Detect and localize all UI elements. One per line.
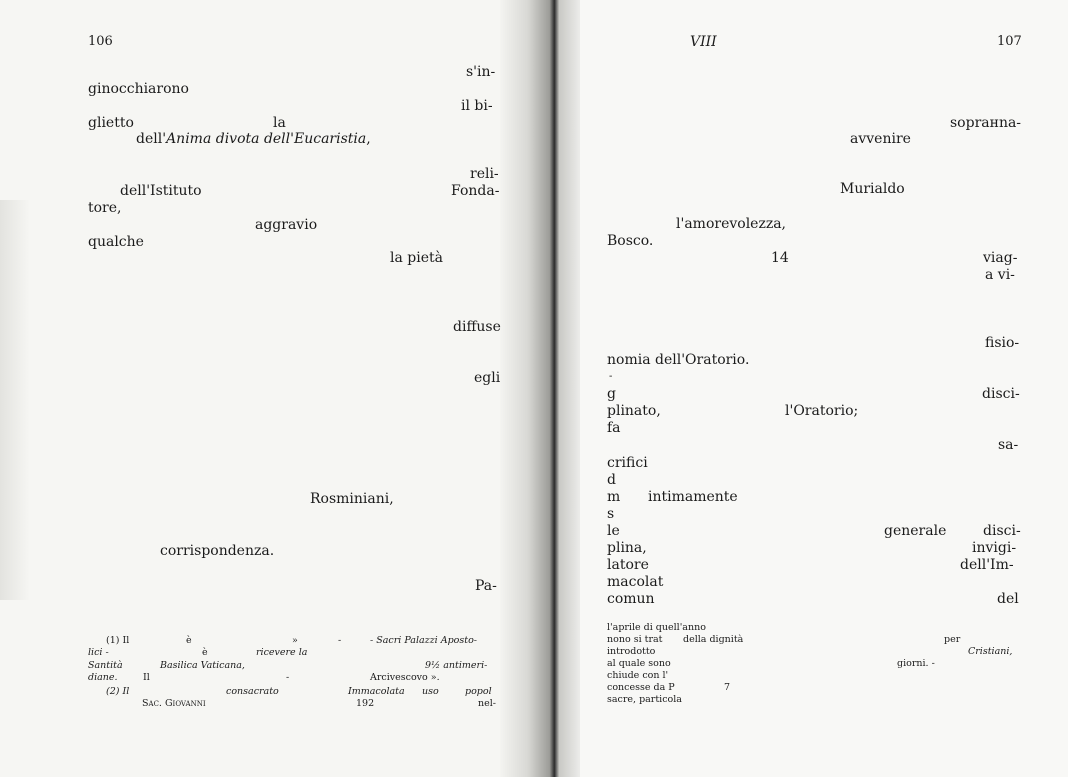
text-line: Pa- — [475, 578, 497, 594]
footnote-text: giorni. - — [897, 658, 935, 669]
text-line: crifici — [607, 455, 648, 471]
text-line: a vi- — [985, 267, 1015, 283]
text-line: sa- — [998, 437, 1019, 453]
footnote-text: consacrato — [226, 686, 279, 697]
footnote-text: (1) Il — [106, 635, 130, 646]
footnote-text: nono si trat — [607, 634, 663, 645]
footnote-text: ricevere la — [256, 647, 308, 658]
footnote-text: uso — [422, 686, 439, 697]
footnote-text: Immacolata — [348, 686, 405, 697]
footnote-text: popol — [465, 686, 492, 697]
footnote-text: Cristiani, — [968, 646, 1013, 657]
text-line: s'in- — [466, 64, 496, 80]
text-line: viag- — [983, 250, 1018, 266]
footnote-text: è — [186, 635, 192, 646]
footnote-text: 7 — [724, 682, 731, 693]
text-line: dell'Anima divota dell'Eucaristia, — [136, 131, 371, 147]
footnote-text: - — [286, 672, 290, 683]
text-line: fisio- — [985, 335, 1020, 351]
text-line: 14 — [771, 250, 789, 266]
text-line: intimamente — [648, 489, 738, 505]
left-page-number: 106 — [88, 34, 113, 49]
text-line: egli — [474, 370, 501, 386]
text-line: reli- — [470, 166, 499, 182]
running-head: VIII — [690, 34, 717, 50]
right-page-number: 107 — [997, 34, 1022, 49]
text-line: Murialdo — [840, 181, 905, 197]
text-line: la — [273, 115, 286, 131]
footnote-text: Santità — [88, 660, 123, 671]
text-line: qualche — [88, 234, 144, 250]
footnote-text: - Sacri Palazzi Aposto- — [370, 635, 478, 646]
text-line: dell'Im- — [960, 557, 1014, 573]
text-line: aggravio — [255, 217, 318, 233]
footnote-text: l'aprile di quell'anno — [607, 622, 706, 633]
text-line: soprанna- — [950, 115, 1022, 131]
text-line: disci- — [982, 386, 1020, 402]
footnote-text: della dignità — [683, 634, 744, 645]
text-line: plinato, — [607, 403, 661, 419]
footnote-text: chiude con l' — [607, 670, 669, 681]
text-line: l'amorevolezza, — [676, 216, 787, 232]
text-line: nomia dell'Oratorio. — [607, 352, 750, 368]
text-line: il bi- — [461, 98, 493, 114]
footnote-text: Arcivescovo ». — [370, 672, 440, 683]
text-line: invigi- — [972, 540, 1017, 556]
footnote-text: Il — [143, 672, 150, 683]
text-line: ginocchiarono — [88, 81, 189, 97]
text-line: Bosco. — [607, 233, 654, 249]
footnote-text: nel- — [478, 698, 496, 709]
footnote-text: diane. — [88, 672, 118, 683]
footnote-text: (2) Il — [106, 686, 130, 697]
text-line: avvenire — [850, 131, 911, 147]
text-line: glietto — [88, 115, 134, 131]
footnote-text: 9½ antimeri- — [425, 660, 488, 671]
text-line: g — [607, 386, 616, 402]
text-line: fa — [607, 420, 621, 436]
text-line: generale — [884, 523, 947, 539]
text-line: del — [997, 591, 1019, 607]
footnote-text: al quale sono — [607, 658, 671, 669]
text-line: d — [607, 472, 616, 488]
text-line: dell'Istituto — [120, 183, 202, 199]
text-line: Rosminiani, — [310, 491, 394, 507]
text-line: m — [607, 489, 621, 505]
text-line: diffuse — [453, 319, 501, 335]
text-line: corrispondenza. — [160, 543, 275, 559]
text-line: tore, — [88, 200, 122, 216]
footnote-text: 192 — [356, 698, 375, 709]
text-line: s — [607, 506, 615, 522]
footnote-text: per — [944, 634, 961, 645]
text-line: latore — [607, 557, 649, 573]
text-line: comun — [607, 591, 655, 607]
text-line: l'Oratorio; — [785, 403, 859, 419]
text-line: macolat — [607, 574, 664, 590]
text-line: disci- — [983, 523, 1021, 539]
scan-edge-shadow — [0, 200, 30, 600]
footnote-text: - — [338, 635, 342, 646]
footnote-text: » — [292, 635, 298, 646]
text-line: - — [609, 371, 613, 382]
footnote-text: sacre, particola — [607, 694, 682, 705]
footnote-text: lici - — [88, 647, 109, 658]
footnote-text: introdotto — [607, 646, 656, 657]
text-line: plina, — [607, 540, 647, 556]
footnote-text: è — [202, 647, 208, 658]
book-gutter — [500, 0, 580, 777]
text-line: Fonda- — [451, 183, 500, 199]
footnote-text: Sac. Giovanni — [142, 698, 206, 709]
text-line: le — [607, 523, 620, 539]
text-line: la pietà — [390, 250, 443, 266]
footnote-text: concesse da P — [607, 682, 675, 693]
footnote-text: Basilica Vaticana, — [160, 660, 245, 671]
